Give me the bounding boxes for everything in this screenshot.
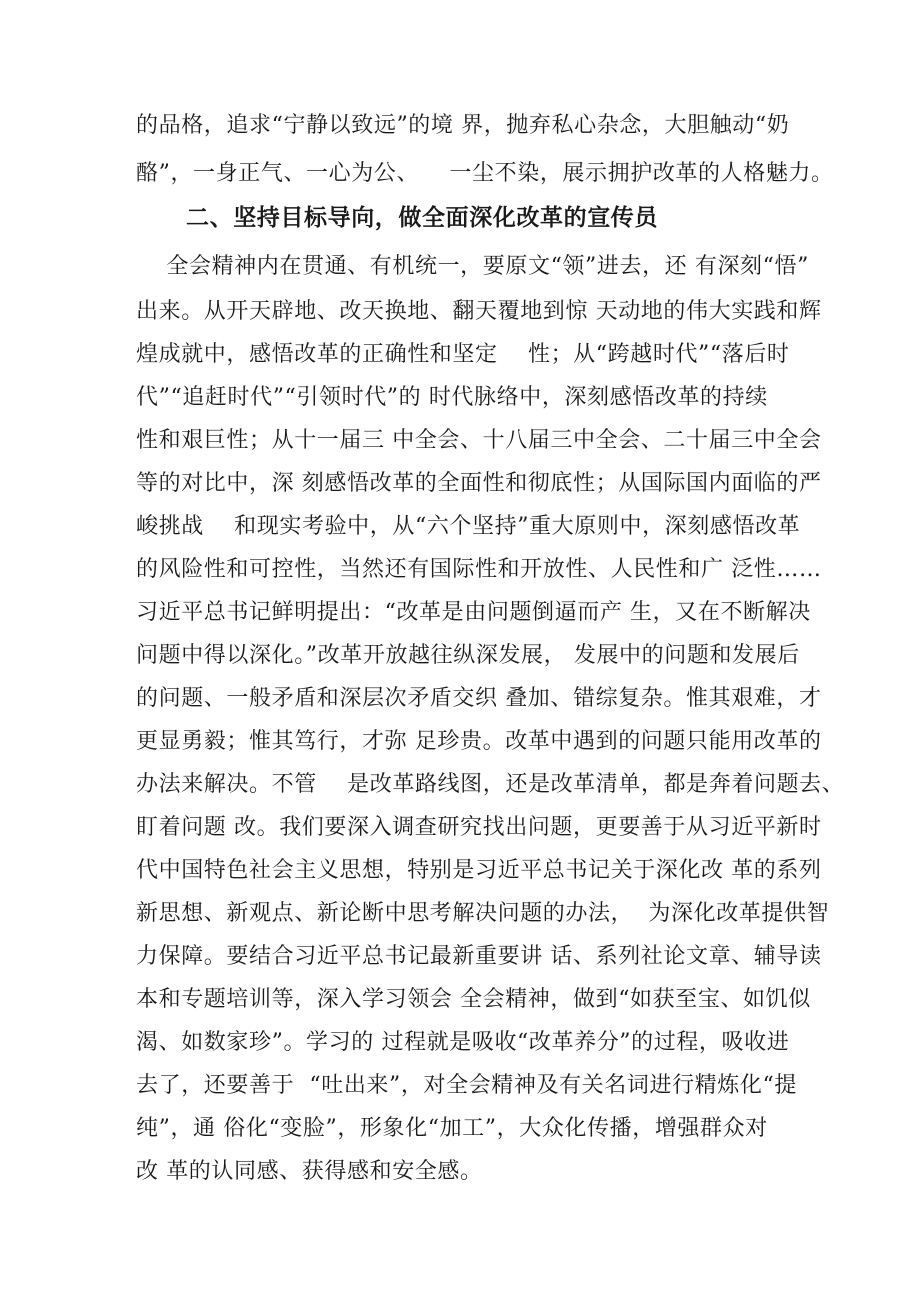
text-line: 代中国特色社会主义思想，特别是习近平总书记关于深化改 革的系列: [136, 858, 822, 883]
text-line: 全会精神内在贯通、有机统一，要原文“领”进去，还 有深刻“悟”: [136, 254, 809, 279]
text-line: 煌成就中，感悟改革的正确性和坚定 性；从“跨越时代”“落后时: [136, 342, 790, 367]
text-line: 新思想、新观点、新论断中思考解决问题的办法， 为深化改革提供智: [136, 901, 830, 926]
text-line: 办法来解决。不管 是改革路线图，还是改革清单，都是奔着问题去、: [136, 772, 845, 797]
text-line: 盯着问题 改。我们要深入调查研究找出问题，更要善于从习近平新时: [136, 815, 822, 840]
text-line: 问题中得以深化。”改革开放越往纵深发展， 发展中的问题和发展后: [136, 643, 800, 668]
text-line: 的问题、一般矛盾和深层次矛盾交织 叠加、错综复杂。惟其艰难，才: [136, 686, 822, 711]
text-line: 本和专题培训等，深入学习领会 全会精神，做到“如获至宝、如饥似: [136, 987, 811, 1012]
text-line: 力保障。要结合习近平总书记最新重要讲 话、系列社论文章、辅导读: [136, 944, 822, 969]
section-heading: 二、坚持目标导向，做全面深化改革的宣传员: [186, 205, 658, 231]
text-line: 更显勇毅；惟其笃行，才弥 足珍贵。改革中遇到的问题只能用改革的: [136, 729, 822, 754]
text-line: 习近平总书记鲜明提出：“改革是由问题倒逼而产 生，又在不断解决: [136, 600, 811, 625]
text-line: 酪”，一身正气、一心为公、 一尘不染，展示拥护改革的人格魅力。: [136, 161, 834, 186]
text-line: 的风险性和可控性，当然还有国际性和开放性、人民性和广 泛性……: [136, 557, 822, 582]
text-line: 纯”，通 俗化“变脸”，形象化“加工”，大众化传播，增强群众对: [136, 1116, 768, 1141]
text-line: 性和艰巨性；从十一届三 中全会、十八届三中全会、二十届三中全会: [136, 428, 822, 453]
text-line: 去了，还要善于 “吐出来”，对全会精神及有关名词进行精炼化“提: [136, 1073, 797, 1098]
text-line: 等的对比中，深 刻感悟改革的全面性和彻底性；从国际国内面临的严: [136, 471, 822, 496]
text-line: 的品格，追求“宁静以致远”的境 界，抛弃私心杂念，大胆触动“奶: [136, 113, 790, 138]
text-line: 峻挑战 和现实考验中，从“六个坚持”重大原则中，深刻感悟改革: [136, 514, 801, 539]
text-line: 代”“追赶时代”“引领时代”的 时代脉络中，深刻感悟改革的持续: [136, 385, 768, 410]
text-line: 出来。从开天辟地、改天换地、翻天覆地到惊 天动地的伟大实践和辉: [136, 299, 822, 324]
text-line: 渴、如数家珍”。学习的 过程就是吸收“改革养分”的过程，吸收进: [136, 1030, 790, 1055]
text-line: 改 革的认同感、获得感和安全感。: [136, 1159, 483, 1184]
